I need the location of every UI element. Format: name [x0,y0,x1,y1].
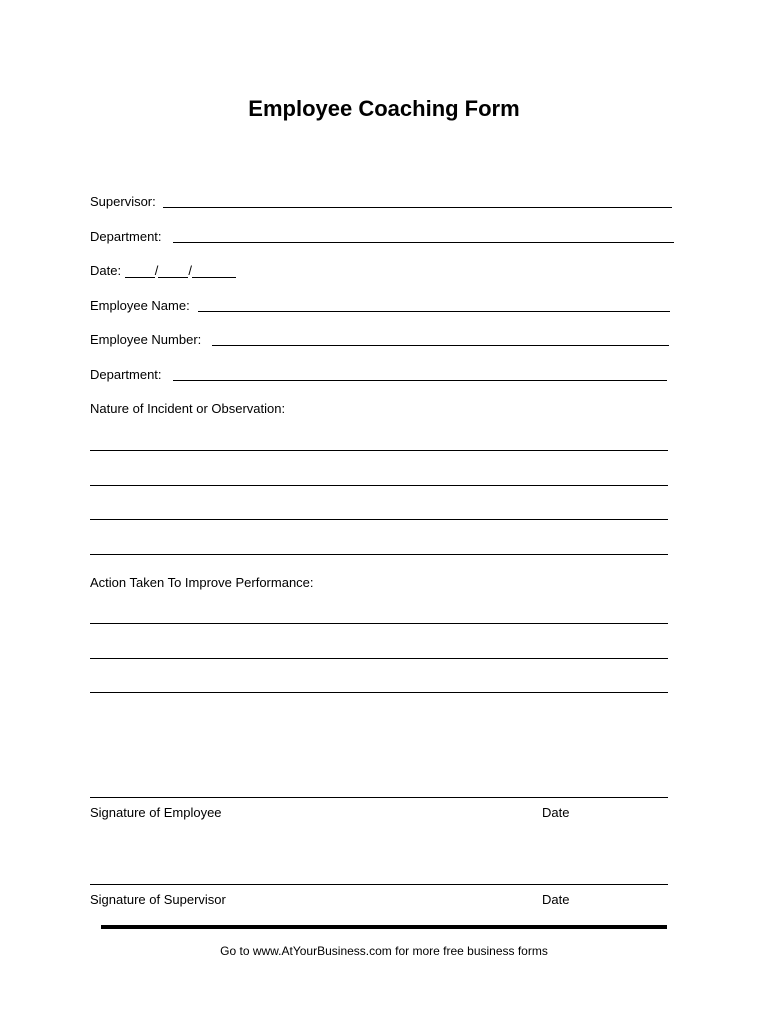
action-line[interactable] [90,658,668,659]
incident-line[interactable] [90,450,668,451]
date-field [90,263,236,279]
action-line[interactable] [90,623,668,624]
department-label: Department: [90,229,162,244]
department-2-input-line[interactable] [173,380,667,381]
employee-date-label: Date [542,805,570,820]
employee-number-label: Employee Number: [90,332,202,347]
department-2-label: Department: [90,367,162,382]
date-label: Date: [90,263,122,278]
incident-line[interactable] [90,485,668,486]
employee-signature-label: Signature of Employee [90,805,222,820]
footer-text: Go to www.AtYourBusiness.com for more free business forms [220,944,548,958]
incident-line[interactable] [90,554,668,555]
employee-number-input-line[interactable] [212,345,669,346]
employee-signature-line[interactable] [90,797,668,798]
employee-name-label: Employee Name: [90,298,190,313]
date-day-blank[interactable] [158,265,188,278]
form-title: Employee Coaching Form [248,96,520,121]
footer-divider [101,925,667,929]
date-separator: / [154,263,159,278]
supervisor-input-line[interactable] [163,207,672,208]
date-separator: / [188,263,192,278]
employee-name-input-line[interactable] [198,311,670,312]
action-line[interactable] [90,692,668,693]
supervisor-signature-label: Signature of Supervisor [90,892,226,907]
date-month-blank[interactable] [125,265,155,278]
incident-line[interactable] [90,519,668,520]
supervisor-date-label: Date [542,892,570,907]
department-input-line[interactable] [173,242,674,243]
incident-section-label: Nature of Incident or Observation: [90,401,286,416]
action-section-label: Action Taken To Improve Performance: [90,575,314,590]
date-year-blank[interactable] [192,265,236,278]
supervisor-signature-line[interactable] [90,884,668,885]
supervisor-label: Supervisor: [90,194,156,209]
